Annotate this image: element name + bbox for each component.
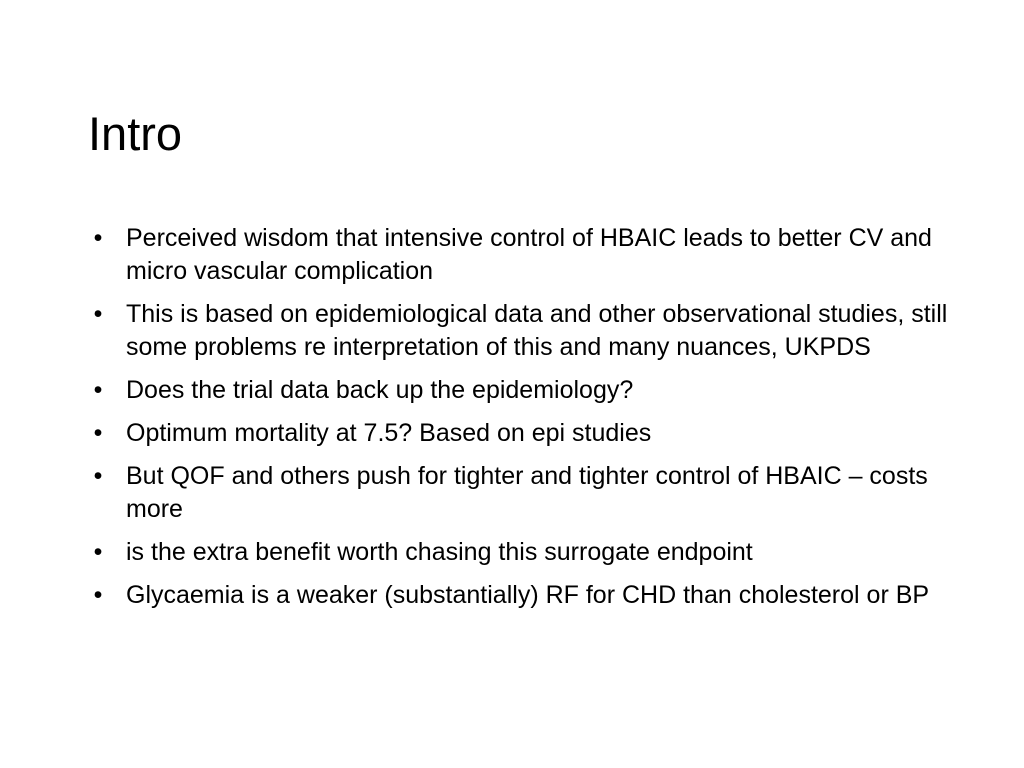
bullet-item [88,374,948,407]
bullet-text: Perceived wisdom that intensive control of HBAIC leads to better CV and micro vascular complication [126,224,932,285]
bullet-item [88,579,948,612]
bullet-icon: • [93,462,103,490]
bullet-list [88,222,948,622]
bullet-text: This is based on epidemiological data and other observational studies, still some problems re interpretation of this and many nuances, UKPDS [126,300,948,361]
bullet-text: is the extra benefit worth chasing this surrogate endpoint [126,538,753,566]
bullet-icon: • [93,538,103,566]
bullet-icon: • [93,300,103,328]
bullet-text: Glycaemia is a weaker (substantially) RF for CHD than cholesterol or BP [126,581,930,609]
bullet-icon: • [93,581,103,609]
bullet-text: Does the trial data back up the epidemiology? [126,376,634,404]
bullet-text: Optimum mortality at 7.5? Based on epi studies [126,419,652,447]
bullet-text: But QOF and others push for tighter and tighter control of HBAIC – costs more [126,462,928,523]
bullet-item [88,222,948,288]
slide-title: Intro [88,107,183,160]
bullet-item [88,417,948,450]
bullet-icon: • [93,224,103,252]
bullet-item [88,298,948,364]
bullet-item [88,536,948,569]
bullet-icon: • [93,419,103,447]
bullet-icon: • [93,376,103,404]
bullet-item [88,460,948,526]
